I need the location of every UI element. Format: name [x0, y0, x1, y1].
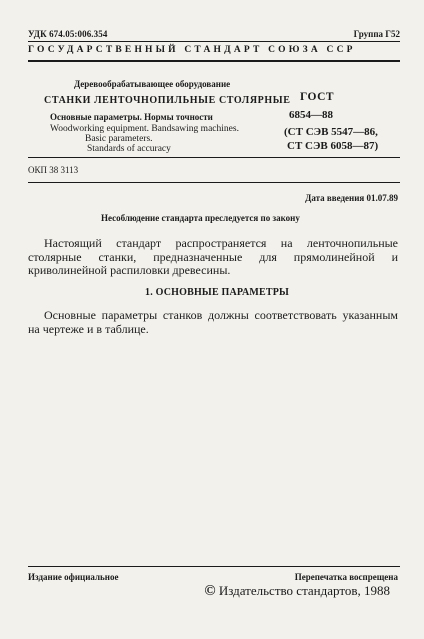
official-edition-label: Издание официальное	[28, 572, 119, 582]
copyright-icon: ©	[204, 583, 216, 599]
okp-code: ОКП 38 3113	[28, 165, 79, 175]
document-subtitle: Основные параметры. Нормы точности	[50, 112, 213, 122]
introduction-date: Дата введения 01.07.89	[305, 193, 398, 203]
english-title-line-2: Basic parameters.	[85, 134, 153, 144]
gost-reference-1: (СТ СЭВ 5547—86,	[284, 126, 378, 138]
footer-rule	[28, 566, 400, 567]
group-code: Группа Г52	[353, 29, 400, 39]
udk-code: УДК 674.05:006.354	[28, 29, 108, 39]
english-title-line-1: Woodworking equipment. Bandsawing machines.	[50, 124, 239, 134]
copyright-line	[204, 583, 390, 600]
reprint-notice: Перепечатка воспрещена	[294, 572, 398, 582]
gost-number: 6854—88	[289, 109, 333, 121]
copyright-text: Издательство стандартов, 1988	[218, 583, 390, 598]
english-title-line-3: Standards of accuracy	[87, 144, 171, 154]
parameters-paragraph: Основные параметры станков должны соответствовать указанным на чертеже и в таблице.	[28, 308, 398, 336]
title-rule	[28, 157, 400, 158]
legal-warning: Несоблюдение стандарта преследуется по закону	[101, 213, 300, 223]
document-title: СТАНКИ ЛЕНТОЧНОПИЛЬНЫЕ СТОЛЯРНЫЕ	[44, 95, 291, 106]
section-heading: 1. ОСНОВНЫЕ ПАРАМЕТРЫ	[145, 287, 290, 298]
banner-rule	[28, 60, 400, 62]
okp-rule	[28, 182, 400, 183]
standard-banner: ГОСУДАРСТВЕННЫЙ СТАНДАРТ СОЮЗА ССР	[28, 45, 356, 55]
scope-paragraph: Настоящий стандарт распространяется на ленточнопильные столярные станки, предназначенные для прямолинейной и криволинейной распиловки древесины.	[28, 236, 398, 277]
gost-label: ГОСТ	[300, 91, 335, 103]
subject-line: Деревообрабатывающее оборудование	[74, 79, 231, 89]
gost-reference-2: СТ СЭВ 6058—87)	[287, 140, 379, 152]
top-rule	[28, 41, 400, 42]
